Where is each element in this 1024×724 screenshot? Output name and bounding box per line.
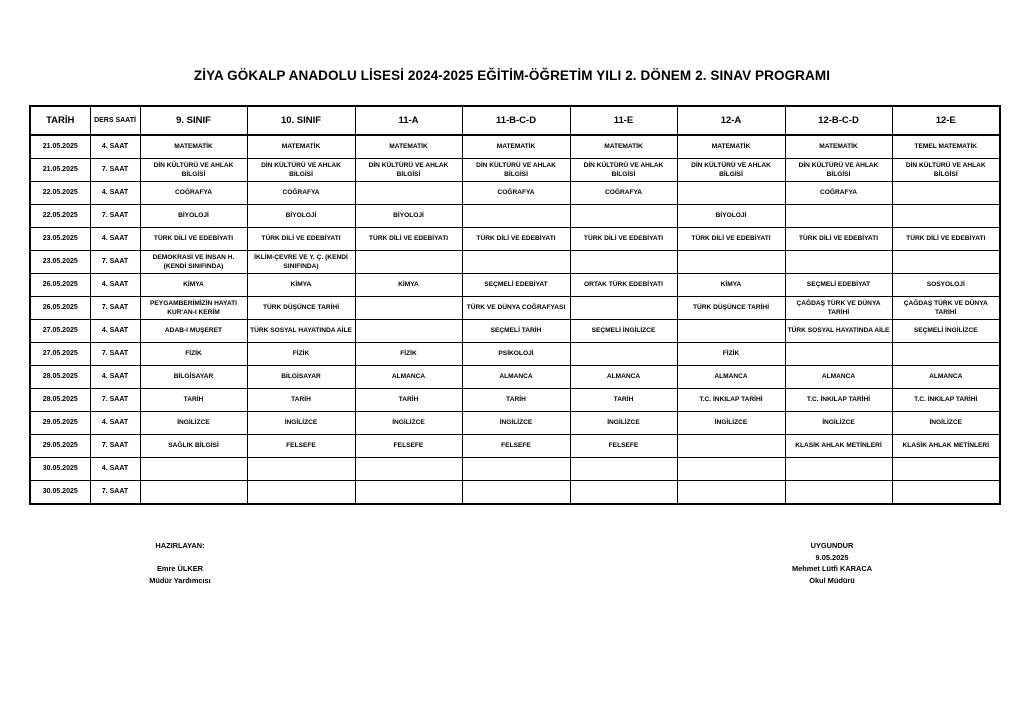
period-cell: 7. SAAT	[90, 435, 140, 458]
exam-cell: MATEMATİK	[462, 135, 570, 159]
exam-cell: COĞRAFYA	[140, 182, 247, 205]
exam-cell: DİN KÜLTÜRÜ VE AHLAK BİLGİSİ	[462, 159, 570, 182]
exam-cell: COĞRAFYA	[462, 182, 570, 205]
exam-cell: KLASİK AHLAK METİNLERİ	[785, 435, 892, 458]
exam-cell: TARİH	[247, 389, 355, 412]
exam-cell: COĞRAFYA	[785, 182, 892, 205]
exam-cell: DİN KÜLTÜRÜ VE AHLAK BİLGİSİ	[677, 159, 785, 182]
date-cell: 21.05.2025	[30, 159, 90, 182]
date-cell: 26.05.2025	[30, 274, 90, 297]
date-cell: 26.05.2025	[30, 297, 90, 320]
exam-cell: TÜRK DİLİ VE EDEBİYATI	[462, 228, 570, 251]
exam-cell	[677, 481, 785, 505]
exam-cell: BİYOLOJİ	[247, 205, 355, 228]
exam-cell: COĞRAFYA	[247, 182, 355, 205]
exam-cell: MATEMATİK	[570, 135, 677, 159]
period-cell: 7. SAAT	[90, 481, 140, 505]
exam-cell	[677, 182, 785, 205]
exam-cell	[677, 251, 785, 274]
exam-cell: TÜRK DİLİ VE EDEBİYATI	[355, 228, 462, 251]
table-row	[30, 274, 1000, 297]
exam-cell: SAĞLIK BİLGİSİ	[140, 435, 247, 458]
exam-cell	[247, 481, 355, 505]
prepared-by-block	[128, 540, 232, 586]
exam-cell: MATEMATİK	[355, 135, 462, 159]
exam-cell: KİMYA	[355, 274, 462, 297]
column-header: 12-E	[892, 106, 1000, 135]
date-cell: 23.05.2025	[30, 251, 90, 274]
exam-cell: DEMOKRASİ VE İNSAN H. (KENDİ SINIFINDA)	[140, 251, 247, 274]
exam-cell: FELSEFE	[247, 435, 355, 458]
period-cell: 4. SAAT	[90, 274, 140, 297]
table-row	[30, 297, 1000, 320]
table-row	[30, 481, 1000, 505]
exam-schedule-table	[29, 105, 1001, 505]
exam-cell: ALMANCA	[462, 366, 570, 389]
table-row	[30, 251, 1000, 274]
exam-cell	[355, 458, 462, 481]
period-cell: 7. SAAT	[90, 251, 140, 274]
exam-cell	[462, 205, 570, 228]
period-cell: 7. SAAT	[90, 159, 140, 182]
column-header: 10. SINIF	[247, 106, 355, 135]
exam-cell: DİN KÜLTÜRÜ VE AHLAK BİLGİSİ	[140, 159, 247, 182]
table-row	[30, 205, 1000, 228]
date-cell: 23.05.2025	[30, 228, 90, 251]
exam-cell: KİMYA	[677, 274, 785, 297]
exam-cell: MATEMATİK	[677, 135, 785, 159]
exam-cell: DİN KÜLTÜRÜ VE AHLAK BİLGİSİ	[785, 159, 892, 182]
table-row	[30, 412, 1000, 435]
exam-cell	[785, 205, 892, 228]
exam-cell: BİYOLOJİ	[140, 205, 247, 228]
principal-name: Mehmet Lütfi KARACA	[791, 564, 873, 573]
period-cell: 7. SAAT	[90, 297, 140, 320]
exam-cell: SEÇMELİ İNGİLİZCE	[570, 320, 677, 343]
exam-cell	[462, 481, 570, 505]
exam-cell: İNGİLİZCE	[140, 412, 247, 435]
exam-cell	[355, 481, 462, 505]
approval-label: UYGUNDUR	[810, 541, 854, 550]
exam-cell: DİN KÜLTÜRÜ VE AHLAK BİLGİSİ	[570, 159, 677, 182]
exam-cell	[140, 458, 247, 481]
exam-cell: TÜRK DÜŞÜNCE TARİHİ	[677, 297, 785, 320]
exam-cell: ÇAĞDAŞ TÜRK VE DÜNYA TARİHİ	[785, 297, 892, 320]
exam-cell	[570, 343, 677, 366]
exam-cell: T.C. İNKILAP TARİHİ	[785, 389, 892, 412]
exam-cell: COĞRAFYA	[570, 182, 677, 205]
exam-cell	[892, 458, 1000, 481]
exam-cell: TARİH	[140, 389, 247, 412]
exam-cell: TEMEL MATEMATİK	[892, 135, 1000, 159]
exam-cell	[570, 205, 677, 228]
date-cell: 27.05.2025	[30, 343, 90, 366]
document-title: ZİYA GÖKALP ANADOLU LİSESİ 2024-2025 EĞİTİM-ÖĞRETİM YILI 2. DÖNEM 2. SINAV PROGRAMI	[193, 68, 831, 83]
exam-cell: DİN KÜLTÜRÜ VE AHLAK BİLGİSİ	[247, 159, 355, 182]
exam-cell: FİZİK	[247, 343, 355, 366]
exam-cell: TARİH	[570, 389, 677, 412]
exam-cell: İNGİLİZCE	[785, 412, 892, 435]
exam-cell	[892, 481, 1000, 505]
prepared-by-label: HAZIRLAYAN:	[155, 541, 205, 550]
table-row	[30, 343, 1000, 366]
exam-cell	[785, 343, 892, 366]
exam-cell: İNGİLİZCE	[247, 412, 355, 435]
exam-cell: BİLGİSAYAR	[247, 366, 355, 389]
column-header: TARİH	[30, 106, 90, 135]
exam-cell: İNGİLİZCE	[355, 412, 462, 435]
exam-cell: BİYOLOJİ	[355, 205, 462, 228]
exam-cell: İNGİLİZCE	[677, 412, 785, 435]
table-row	[30, 159, 1000, 182]
date-cell: 30.05.2025	[30, 458, 90, 481]
exam-cell: FELSEFE	[570, 435, 677, 458]
exam-cell: SEÇMELİ EDEBİYAT	[785, 274, 892, 297]
date-cell: 28.05.2025	[30, 366, 90, 389]
date-cell: 27.05.2025	[30, 320, 90, 343]
exam-cell: MATEMATİK	[785, 135, 892, 159]
exam-cell	[355, 182, 462, 205]
period-cell: 7. SAAT	[90, 205, 140, 228]
exam-cell: SEÇMELİ TARİH	[462, 320, 570, 343]
column-header: 11-A	[355, 106, 462, 135]
exam-cell	[892, 343, 1000, 366]
exam-cell: KİMYA	[247, 274, 355, 297]
approval-date: 9.05.2025	[815, 552, 849, 562]
exam-cell: TARİH	[355, 389, 462, 412]
exam-cell	[892, 182, 1000, 205]
exam-cell: MATEMATİK	[247, 135, 355, 159]
exam-cell	[355, 320, 462, 343]
date-cell: 22.05.2025	[30, 182, 90, 205]
period-cell: 4. SAAT	[90, 458, 140, 481]
exam-cell	[785, 251, 892, 274]
exam-cell: ALMANCA	[785, 366, 892, 389]
exam-cell: TÜRK SOSYAL HAYATINDA AİLE	[247, 320, 355, 343]
exam-cell: TÜRK DİLİ VE EDEBİYATI	[785, 228, 892, 251]
exam-cell: DİN KÜLTÜRÜ VE AHLAK BİLGİSİ	[355, 159, 462, 182]
date-cell: 29.05.2025	[30, 435, 90, 458]
column-header: 9. SINIF	[140, 106, 247, 135]
column-header: 12-A	[677, 106, 785, 135]
preparer-name: Emre ÜLKER	[157, 564, 203, 573]
exam-cell: T.C. İNKILAP TARİHİ	[892, 389, 1000, 412]
exam-cell	[462, 251, 570, 274]
exam-cell	[462, 458, 570, 481]
column-header: DERS SAATİ	[90, 106, 140, 135]
table-row	[30, 135, 1000, 159]
exam-cell: İNGİLİZCE	[570, 412, 677, 435]
exam-cell: KİMYA	[140, 274, 247, 297]
date-cell: 21.05.2025	[30, 135, 90, 159]
exam-cell: İNGİLİZCE	[462, 412, 570, 435]
table-row	[30, 320, 1000, 343]
exam-cell: ALMANCA	[677, 366, 785, 389]
table-row	[30, 435, 1000, 458]
period-cell: 4. SAAT	[90, 182, 140, 205]
exam-cell: BİYOLOJİ	[677, 205, 785, 228]
exam-cell: DİN KÜLTÜRÜ VE AHLAK BİLGİSİ	[892, 159, 1000, 182]
exam-cell: TÜRK DÜŞÜNCE TARİHİ	[247, 297, 355, 320]
table-row	[30, 389, 1000, 412]
exam-cell	[785, 481, 892, 505]
exam-cell	[570, 251, 677, 274]
exam-cell: ALMANCA	[892, 366, 1000, 389]
exam-cell: ÇAĞDAŞ TÜRK VE DÜNYA TARİHİ	[892, 297, 1000, 320]
period-cell: 7. SAAT	[90, 389, 140, 412]
principal-role: Okul Müdürü	[809, 575, 855, 585]
exam-cell: FİZİK	[355, 343, 462, 366]
table-row	[30, 228, 1000, 251]
exam-cell	[355, 297, 462, 320]
period-cell: 4. SAAT	[90, 366, 140, 389]
exam-cell: BİLGİSAYAR	[140, 366, 247, 389]
exam-cell: PSİKOLOJİ	[462, 343, 570, 366]
date-cell: 29.05.2025	[30, 412, 90, 435]
exam-cell: PEYGAMBERİMİZİN HAYATI KUR'AN-I KERİM	[140, 297, 247, 320]
exam-cell: ADAB-I MUŞERET	[140, 320, 247, 343]
exam-cell	[140, 481, 247, 505]
exam-cell	[892, 205, 1000, 228]
exam-cell	[570, 481, 677, 505]
exam-cell: TÜRK DİLİ VE EDEBİYATI	[247, 228, 355, 251]
period-cell: 7. SAAT	[90, 343, 140, 366]
exam-cell	[355, 251, 462, 274]
exam-cell: TÜRK DİLİ VE EDEBİYATI	[570, 228, 677, 251]
exam-cell	[892, 251, 1000, 274]
table-row	[30, 366, 1000, 389]
exam-cell: TÜRK DİLİ VE EDEBİYATI	[677, 228, 785, 251]
exam-cell: ORTAK TÜRK EDEBİYATI	[570, 274, 677, 297]
preparer-role: Müdür Yardımcısı	[149, 575, 211, 585]
approval-block	[770, 540, 894, 586]
exam-cell: TÜRK DİLİ VE EDEBİYATI	[140, 228, 247, 251]
table-row	[30, 182, 1000, 205]
exam-cell: TARİH	[462, 389, 570, 412]
exam-cell: FİZİK	[677, 343, 785, 366]
exam-cell	[677, 435, 785, 458]
date-cell: 28.05.2025	[30, 389, 90, 412]
exam-cell: İNGİLİZCE	[892, 412, 1000, 435]
exam-cell: FİZİK	[140, 343, 247, 366]
exam-cell: TÜRK DİLİ VE EDEBİYATI	[892, 228, 1000, 251]
column-header: 12-B-C-D	[785, 106, 892, 135]
exam-cell	[570, 297, 677, 320]
exam-cell	[570, 458, 677, 481]
exam-cell: TÜRK SOSYAL HAYATINDA AİLE	[785, 320, 892, 343]
period-cell: 4. SAAT	[90, 228, 140, 251]
exam-cell: ALMANCA	[355, 366, 462, 389]
exam-cell: FELSEFE	[462, 435, 570, 458]
exam-cell: SOSYOLOJİ	[892, 274, 1000, 297]
exam-cell: TÜRK VE DÜNYA COĞRAFYASI	[462, 297, 570, 320]
exam-cell	[247, 458, 355, 481]
period-cell: 4. SAAT	[90, 412, 140, 435]
table-row	[30, 458, 1000, 481]
header-row	[30, 106, 1000, 135]
exam-cell: SEÇMELİ İNGİLİZCE	[892, 320, 1000, 343]
exam-cell: ALMANCA	[570, 366, 677, 389]
exam-cell: FELSEFE	[355, 435, 462, 458]
exam-cell	[677, 458, 785, 481]
exam-cell	[677, 320, 785, 343]
exam-cell: SEÇMELİ EDEBİYAT	[462, 274, 570, 297]
exam-cell: KLASİK AHLAK METİNLERİ	[892, 435, 1000, 458]
exam-cell: T.C. İNKILAP TARİHİ	[677, 389, 785, 412]
exam-cell	[785, 458, 892, 481]
period-cell: 4. SAAT	[90, 135, 140, 159]
date-cell: 22.05.2025	[30, 205, 90, 228]
period-cell: 4. SAAT	[90, 320, 140, 343]
exam-cell: İKLİM-ÇEVRE VE Y. Ç. (KENDİ SINIFINDA)	[247, 251, 355, 274]
column-header: 11-B-C-D	[462, 106, 570, 135]
exam-cell: MATEMATİK	[140, 135, 247, 159]
date-cell: 30.05.2025	[30, 481, 90, 505]
column-header: 11-E	[570, 106, 677, 135]
